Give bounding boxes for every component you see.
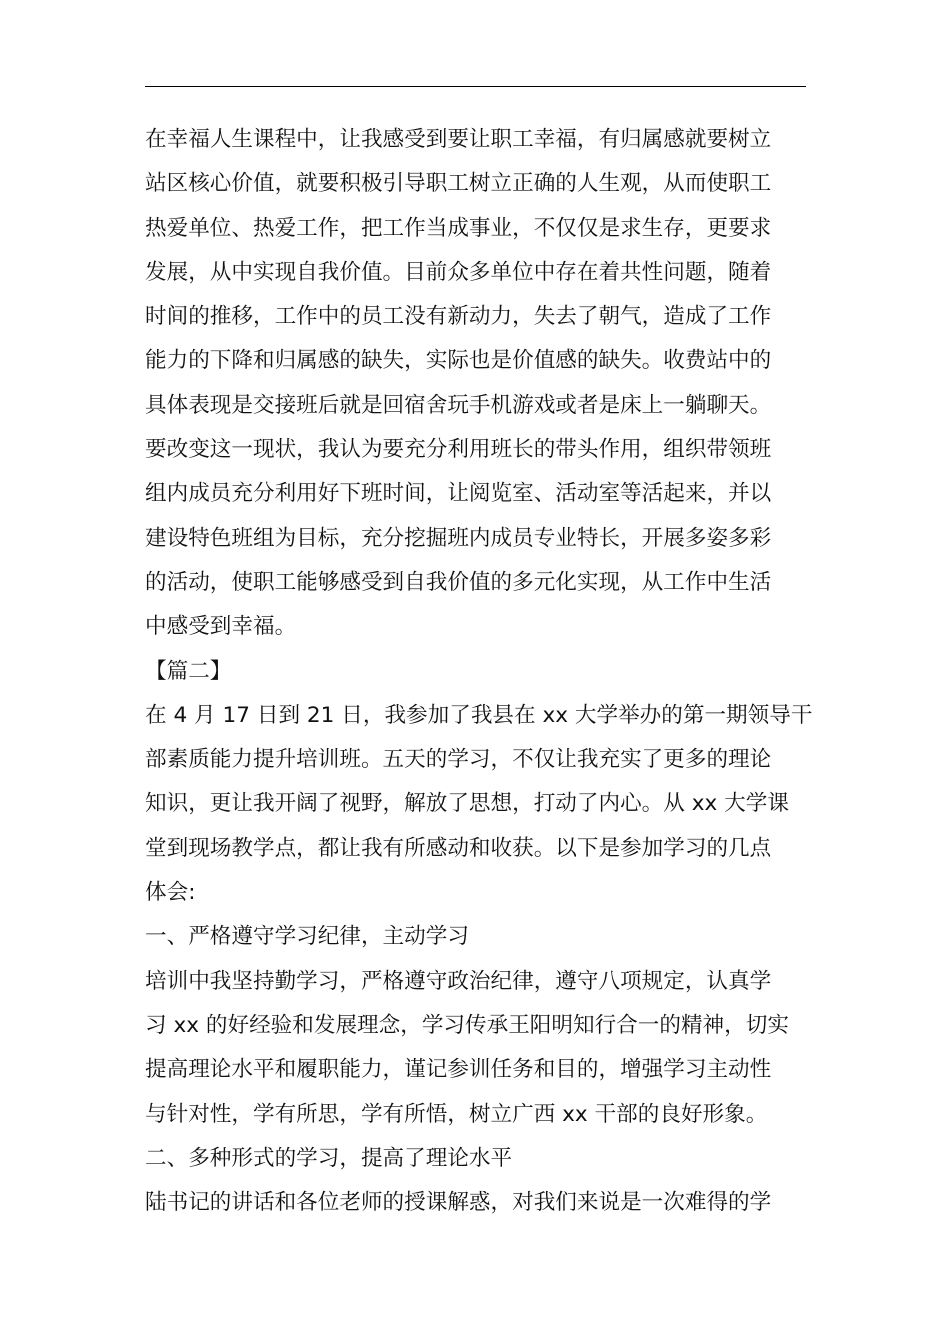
text-line-11: 的活动，使职工能够感受到自我价值的多元化实现，从工作中生活 [145, 569, 772, 595]
text-line-3: 热爱单位、热爱工作，把工作当成事业，不仅仅是求生存，更要求 [145, 215, 772, 241]
text-line-12: 中感受到幸福。 [145, 614, 297, 640]
text-line-6: 能力的下降和归属感的缺失，实际也是价值感的缺失。收费站中的 [145, 348, 772, 374]
text-line-17: 堂到现场教学点，都让我有所感动和收获。以下是参加学习的几点 [145, 835, 772, 861]
text-line-8: 要改变这一现状，我认为要充分利用班长的带头作用，组织带领班 [145, 437, 772, 463]
text-line-10: 建设特色班组为目标，充分挖掘班内成员专业特长，开展多姿多彩 [145, 525, 772, 551]
text-line-22: 提高理论水平和履职能力，谨记参训任务和目的，增强学习主动性 [145, 1057, 772, 1083]
text-line-15: 部素质能力提升培训班。五天的学习，不仅让我充实了更多的理论 [145, 747, 772, 773]
text-line-18: 体会: [145, 880, 196, 906]
text-line-2: 站区核心价值，就要积极引导职工树立正确的人生观，从而使职工 [145, 171, 772, 197]
subheading-1: 一、严格遵守学习纪律，主动学习 [145, 924, 469, 950]
text-line-25: 陆书记的讲话和各位老师的授课解惑，对我们来说是一次难得的学 [145, 1190, 772, 1216]
text-line-14: 在 4 月 17 日到 21 日，我参加了我县在 xx 大学举办的第一期领导干 [145, 702, 813, 728]
section-heading: 【篇二】 [145, 658, 232, 684]
header-rule [145, 86, 806, 87]
subheading-2: 二、多种形式的学习，提高了理论水平 [145, 1145, 513, 1171]
text-line-7: 具体表现是交接班后就是回宿舍玩手机游戏或者是床上一躺聊天。 [145, 392, 772, 418]
text-line-20: 培训中我坚持勤学习，严格遵守政治纪律，遵守八项规定，认真学 [145, 968, 772, 994]
text-line-9: 组内成员充分利用好下班时间，让阅览室、活动室等活起来，并以 [145, 481, 772, 507]
text-line-23: 与针对性，学有所思，学有所悟，树立广西 xx 干部的良好形象。 [145, 1101, 768, 1127]
text-line-21: 习 xx 的好经验和发展理念，学习传承王阳明知行合一的精神，切实 [145, 1012, 789, 1038]
text-line-5: 时间的推移，工作中的员工没有新动力，失去了朝气，造成了工作 [145, 304, 772, 330]
document-body [145, 118, 811, 1225]
text-line-16: 知识，更让我开阔了视野，解放了思想，打动了内心。从 xx 大学课 [145, 791, 789, 817]
text-line-4: 发展，从中实现自我价值。目前众多单位中存在着共性问题，随着 [145, 259, 772, 285]
text-line-1: 在幸福人生课程中，让我感受到要让职工幸福，有归属感就要树立 [145, 127, 772, 152]
